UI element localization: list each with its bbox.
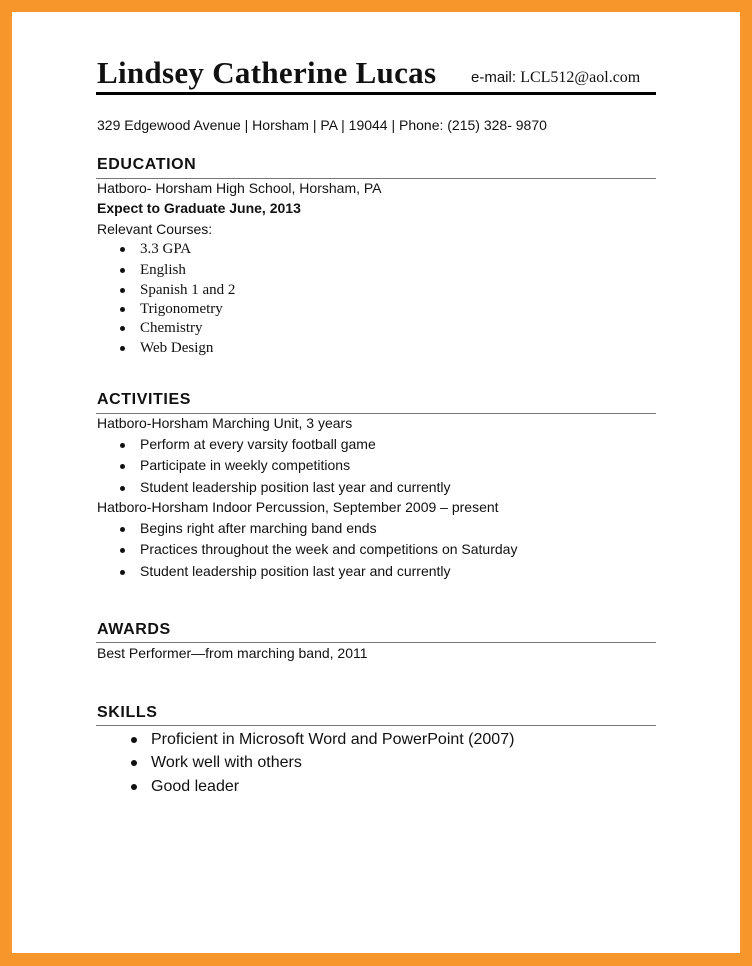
course-item: English (120, 262, 186, 279)
graduation: Expect to Graduate June, 2013 (97, 200, 301, 216)
activity-item: Perform at every varsity football game (120, 436, 376, 452)
email-label: e-mail: (471, 69, 517, 86)
awards-rule (96, 642, 656, 643)
activities-rule (96, 413, 656, 414)
school: Hatboro- Horsham High School, Horsham, PA (97, 180, 382, 196)
skill-item: Work well with others (131, 754, 302, 772)
course-item: Spanish 1 and 2 (120, 282, 235, 299)
education-rule (96, 178, 656, 179)
activity-item: Practices throughout the week and competitions on Saturday (120, 541, 517, 557)
activity-item: Student leadership position last year and currently (120, 563, 451, 579)
candidate-name: Lindsey Catherine Lucas (97, 55, 437, 90)
course-item: Web Design (120, 340, 213, 357)
award-item: Best Performer—from marching band, 2011 (97, 645, 368, 661)
email-address: LCL512@aol.com (520, 69, 641, 86)
activity-item: Begins right after marching band ends (120, 520, 377, 536)
email-line (471, 69, 640, 87)
activity-item: Student leadership position last year and currently (120, 479, 451, 495)
skills-rule (96, 725, 656, 726)
education-heading: EDUCATION (97, 156, 197, 173)
skill-item: Good leader (131, 778, 239, 796)
activity-name: Hatboro-Horsham Marching Unit, 3 years (97, 415, 353, 431)
courses-label: Relevant Courses: (97, 221, 213, 237)
contact-address: 329 Edgewood Avenue | Horsham | PA | 19044 | Phone: (215) 328- 9870 (97, 117, 547, 133)
skills-heading: SKILLS (97, 704, 158, 721)
skill-item: Proficient in Microsoft Word and PowerPoint (2007) (131, 731, 514, 749)
activities-heading: ACTIVITIES (97, 391, 192, 408)
header-rule (96, 92, 656, 95)
course-item: Trigonometry (120, 301, 223, 318)
activity-name: Hatboro-Horsham Indoor Percussion, September 2009 – present (97, 499, 499, 515)
course-item: Chemistry (120, 320, 203, 337)
course-item: 3.3 GPA (120, 241, 191, 258)
awards-heading: AWARDS (97, 621, 171, 638)
activity-item: Participate in weekly competitions (120, 457, 350, 473)
